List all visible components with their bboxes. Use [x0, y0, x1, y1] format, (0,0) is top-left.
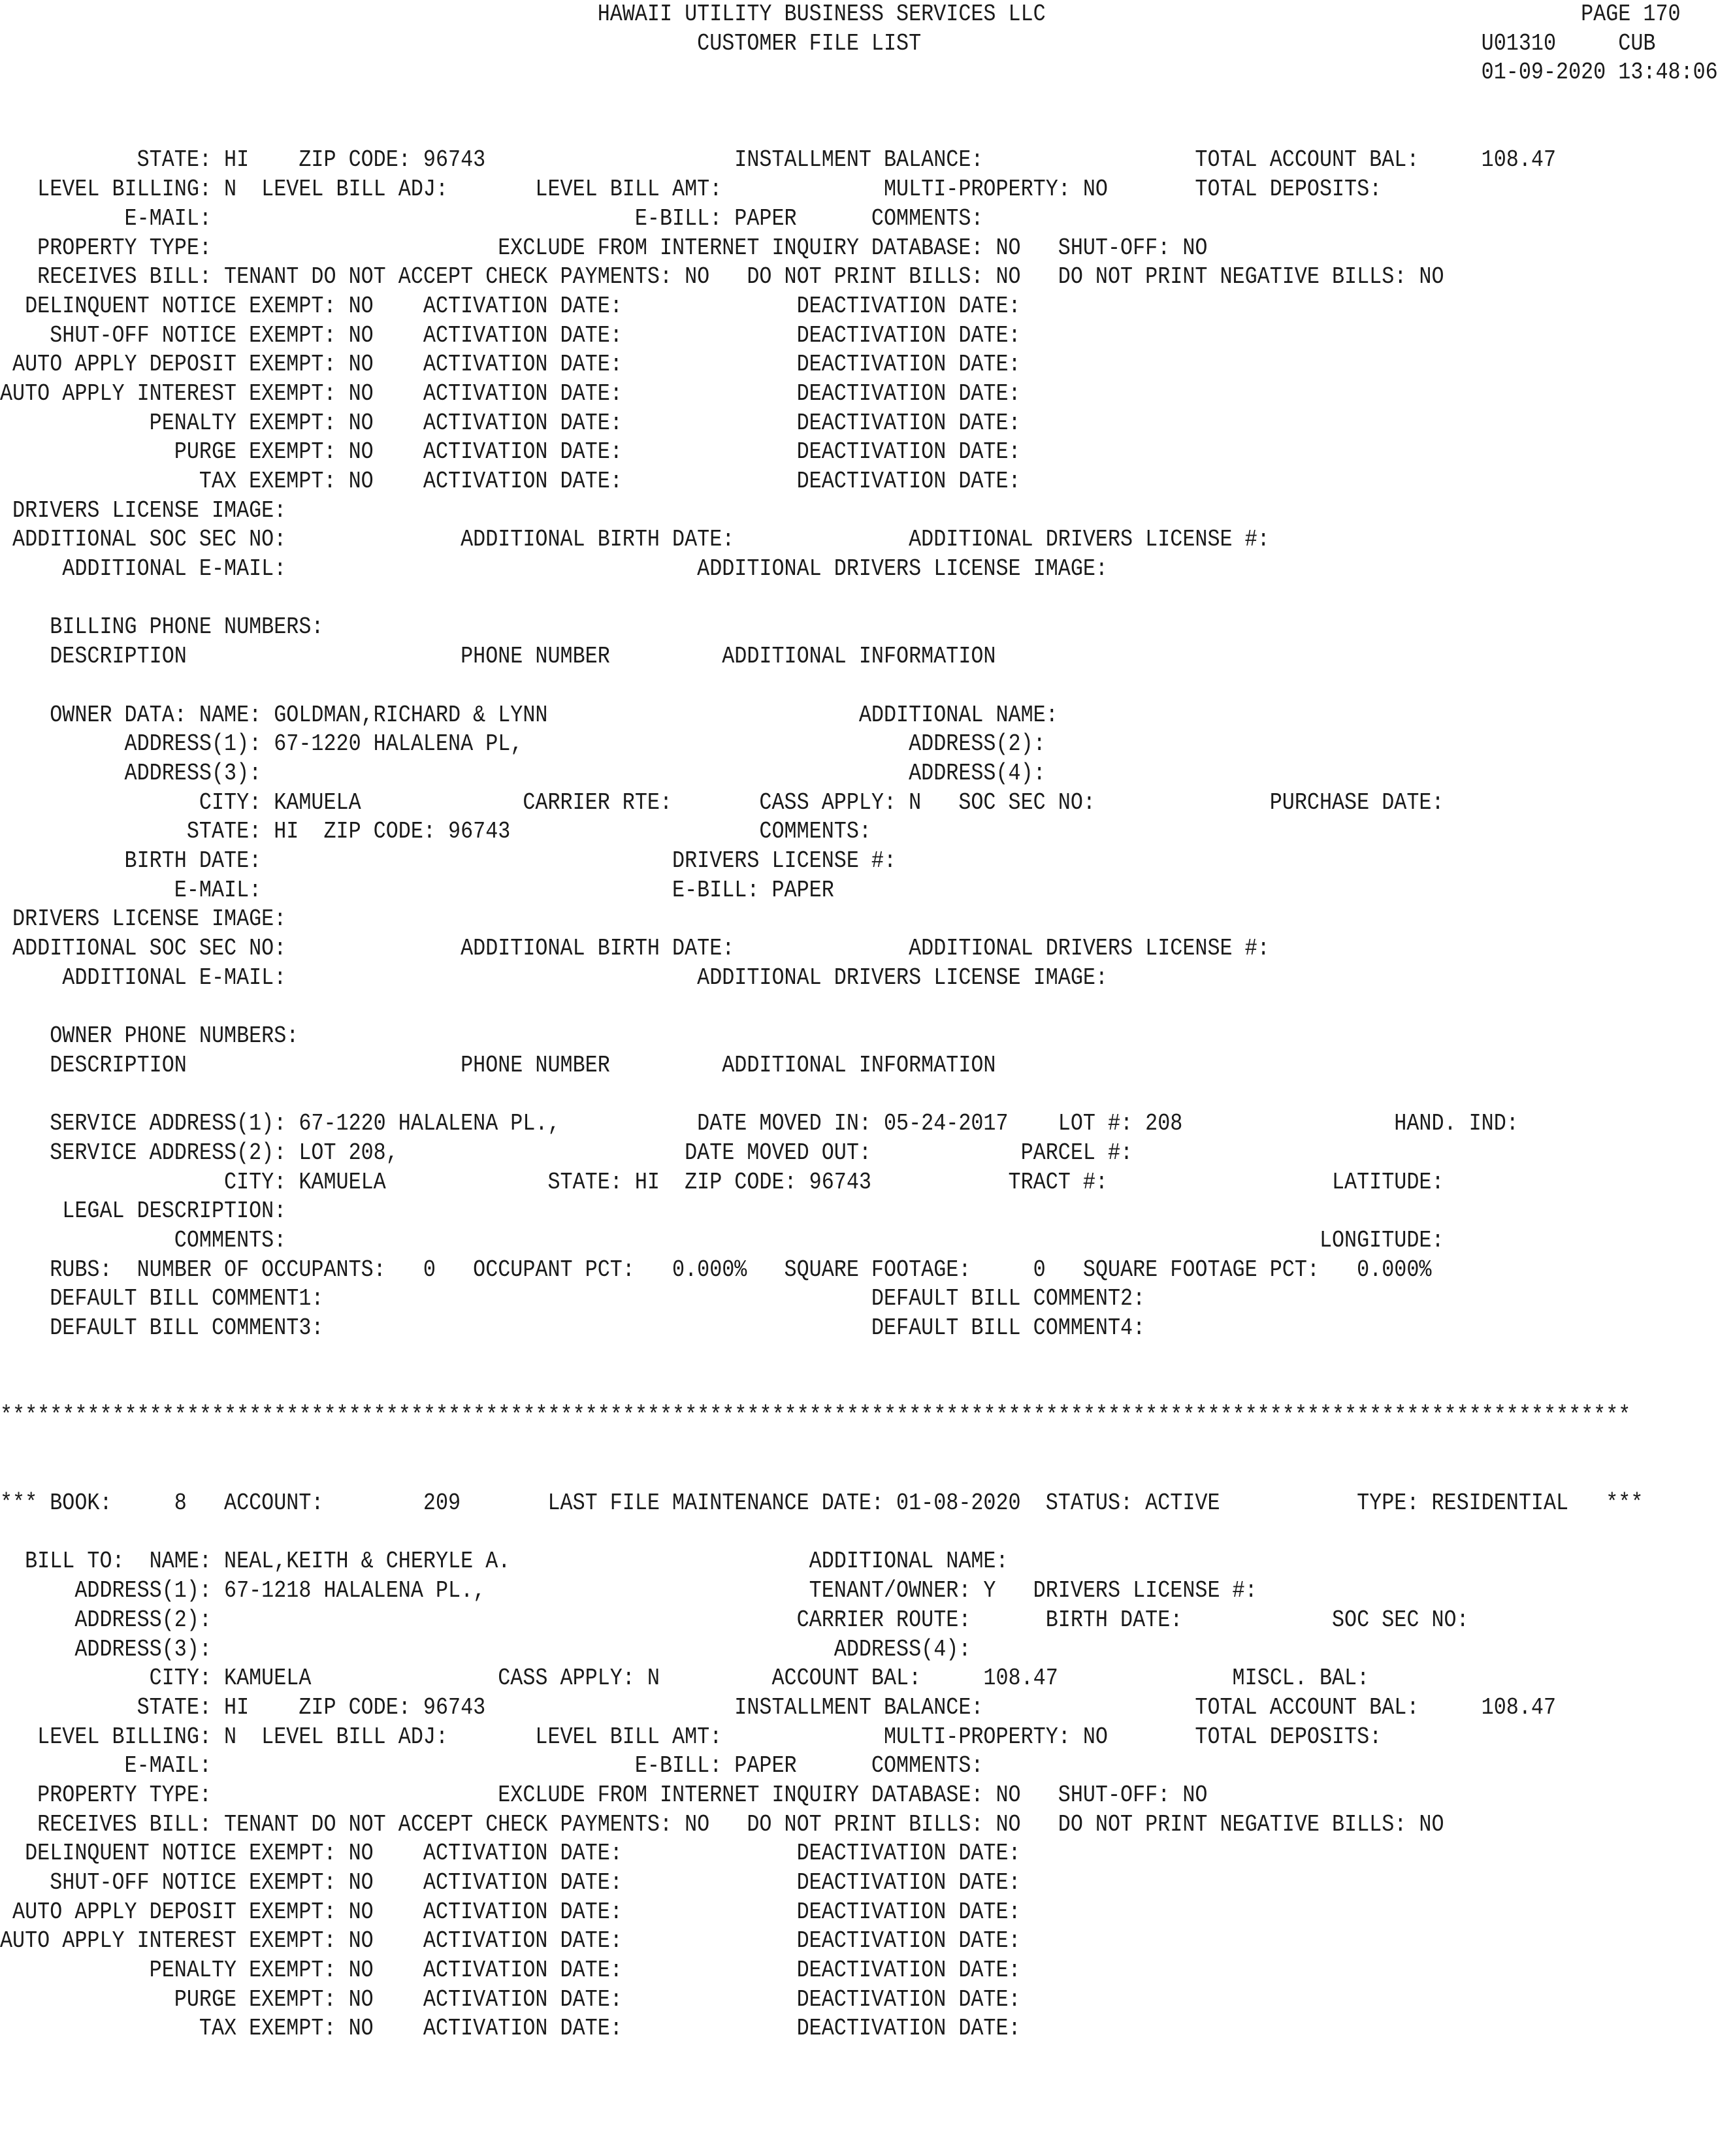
report-header-datetime: 01-09-2020 13:48:06	[0, 59, 1718, 86]
report-line: DELINQUENT NOTICE EXEMPT: NO ACTIVATION DATE: DEACTIVATION DATE:	[0, 1840, 1021, 1867]
report-line: STATE: HI ZIP CODE: 96743 INSTALLMENT BALANCE: TOTAL ACCOUNT BAL: 108.47	[0, 1693, 1557, 1721]
report-line: OWNER PHONE NUMBERS:	[0, 1022, 299, 1050]
account-header: *** BOOK: 8 ACCOUNT: 209 LAST FILE MAINTENANCE DATE: 01-08-2020 STATUS: ACTIVE TYPE: RESIDENTIAL ***	[0, 1490, 1644, 1517]
blank-line	[0, 1460, 1450, 1489]
report-line: SHUT-OFF NOTICE EXEMPT: NO ACTIVATION DATE: DEACTIVATION DATE:	[0, 321, 1021, 349]
blank-line	[0, 992, 1450, 1022]
report-line: AUTO APPLY INTEREST EXEMPT: NO ACTIVATION DATE: DEACTIVATION DATE:	[0, 1927, 1021, 1955]
report-line: ADDRESS(2): CARRIER ROUTE: BIRTH DATE: SOC SEC NO:	[0, 1606, 1469, 1633]
record-separator: ***********************************************************************************************************************************	[0, 1402, 1631, 1429]
report-line: COMMENTS: LONGITUDE:	[0, 1226, 1444, 1254]
report-line: DRIVERS LICENSE IMAGE:	[0, 906, 287, 933]
report-line: LEVEL BILLING: N LEVEL BILL ADJ: LEVEL BILL AMT: MULTI-PROPERTY: NO TOTAL DEPOSITS:	[0, 1723, 1382, 1750]
report-line: LEVEL BILLING: N LEVEL BILL ADJ: LEVEL BILL AMT: MULTI-PROPERTY: NO TOTAL DEPOSITS:	[0, 176, 1382, 203]
report-line: ADDITIONAL E-MAIL: ADDITIONAL DRIVERS LICENSE IMAGE:	[0, 964, 1108, 991]
blank-line	[0, 1372, 1450, 1401]
report-line: TAX EXEMPT: NO ACTIVATION DATE: DEACTIVATION DATE:	[0, 468, 1021, 495]
report-line: DEFAULT BILL COMMENT3: DEFAULT BILL COMMENT4:	[0, 1314, 1146, 1341]
blank-line	[0, 1343, 1450, 1373]
report-line: CITY: KAMUELA STATE: HI ZIP CODE: 96743 TRACT #: LATITUDE:	[0, 1168, 1444, 1196]
report-line: PURGE EXEMPT: NO ACTIVATION DATE: DEACTIVATION DATE:	[0, 438, 1021, 466]
report-line: ADDRESS(1): 67-1218 HALALENA PL., TENANT/OWNER: Y DRIVERS LICENSE #:	[0, 1577, 1257, 1605]
report-line: SHUT-OFF NOTICE EXEMPT: NO ACTIVATION DATE: DEACTIVATION DATE:	[0, 1869, 1021, 1896]
report-line: DEFAULT BILL COMMENT1: DEFAULT BILL COMMENT2:	[0, 1285, 1146, 1313]
report-line: RECEIVES BILL: TENANT DO NOT ACCEPT CHECK PAYMENTS: NO DO NOT PRINT BILLS: NO DO NOT PRINT NEGATIVE BILLS: NO	[0, 263, 1444, 291]
report-line: LEGAL DESCRIPTION:	[0, 1198, 287, 1225]
report-line: AUTO APPLY DEPOSIT EXEMPT: NO ACTIVATION DATE: DEACTIVATION DATE:	[0, 351, 1021, 378]
report-line: BIRTH DATE: DRIVERS LICENSE #:	[0, 847, 897, 874]
report-line: ADDRESS(3): ADDRESS(4):	[0, 759, 1046, 787]
report-line: E-MAIL: E-BILL: PAPER	[0, 876, 834, 904]
report-line: TAX EXEMPT: NO ACTIVATION DATE: DEACTIVATION DATE:	[0, 2015, 1021, 2042]
blank-line	[0, 1431, 1450, 1460]
report-line: BILLING PHONE NUMBERS:	[0, 613, 324, 641]
report-header-company: HAWAII UTILITY BUSINESS SERVICES LLC PAGE 170	[0, 1, 1681, 27]
blank-line	[0, 1080, 1450, 1109]
report-header-title: CUSTOMER FILE LIST U01310 CUB	[0, 29, 1656, 57]
report-line: ADDITIONAL SOC SEC NO: ADDITIONAL BIRTH DATE: ADDITIONAL DRIVERS LICENSE #:	[0, 526, 1270, 553]
report-line: E-MAIL: E-BILL: PAPER COMMENTS:	[0, 204, 984, 232]
report-line: AUTO APPLY INTEREST EXEMPT: NO ACTIVATION DATE: DEACTIVATION DATE:	[0, 380, 1021, 407]
report-line: DESCRIPTION PHONE NUMBER ADDITIONAL INFORMATION	[0, 1051, 996, 1079]
report-line: SERVICE ADDRESS(2): LOT 208, DATE MOVED OUT: PARCEL #:	[0, 1139, 1133, 1166]
report-line: DESCRIPTION PHONE NUMBER ADDITIONAL INFORMATION	[0, 643, 996, 670]
report-line: PURGE EXEMPT: NO ACTIVATION DATE: DEACTIVATION DATE:	[0, 1985, 1021, 2013]
blank-line	[0, 672, 1450, 701]
report-line: E-MAIL: E-BILL: PAPER COMMENTS:	[0, 1752, 984, 1780]
blank-line	[0, 584, 1450, 613]
report-line: PENALTY EXEMPT: NO ACTIVATION DATE: DEACTIVATION DATE:	[0, 1957, 1021, 1984]
report-line: OWNER DATA: NAME: GOLDMAN,RICHARD & LYNN ADDITIONAL NAME:	[0, 701, 1058, 728]
blank-line	[0, 1518, 1450, 1548]
blank-line	[0, 117, 1450, 146]
report-line: ADDITIONAL SOC SEC NO: ADDITIONAL BIRTH DATE: ADDITIONAL DRIVERS LICENSE #:	[0, 935, 1270, 962]
report-line: CITY: KAMUELA CASS APPLY: N ACCOUNT BAL: 108.47 MISCL. BAL:	[0, 1665, 1370, 1692]
report-line: BILL TO: NAME: NEAL,KEITH & CHERYLE A. ADDITIONAL NAME:	[0, 1548, 1009, 1575]
report-line: RUBS: NUMBER OF OCCUPANTS: 0 OCCUPANT PCT: 0.000% SQUARE FOOTAGE: 0 SQUARE FOOTAGE PCT: 0.000%	[0, 1256, 1432, 1283]
report-line: AUTO APPLY DEPOSIT EXEMPT: NO ACTIVATION DATE: DEACTIVATION DATE:	[0, 1898, 1021, 1925]
report-line: DRIVERS LICENSE IMAGE:	[0, 497, 287, 524]
report-line: RECEIVES BILL: TENANT DO NOT ACCEPT CHECK PAYMENTS: NO DO NOT PRINT BILLS: NO DO NOT PRINT NEGATIVE BILLS: NO	[0, 1810, 1444, 1838]
report-line: DELINQUENT NOTICE EXEMPT: NO ACTIVATION DATE: DEACTIVATION DATE:	[0, 292, 1021, 319]
report-line: SERVICE ADDRESS(1): 67-1220 HALALENA PL., DATE MOVED IN: 05-24-2017 LOT #: 208 HAND. IND:	[0, 1110, 1519, 1137]
report-line: PROPERTY TYPE: EXCLUDE FROM INTERNET INQUIRY DATABASE: NO SHUT-OFF: NO	[0, 1781, 1208, 1808]
report-line: ADDRESS(3): ADDRESS(4):	[0, 1635, 971, 1663]
report-line: STATE: HI ZIP CODE: 96743 COMMENTS:	[0, 818, 871, 845]
blank-line	[0, 88, 1450, 117]
report-line: STATE: HI ZIP CODE: 96743 INSTALLMENT BALANCE: TOTAL ACCOUNT BAL: 108.47	[0, 146, 1557, 174]
report-line: CITY: KAMUELA CARRIER RTE: CASS APPLY: N SOC SEC NO: PURCHASE DATE:	[0, 789, 1444, 816]
report-line: PROPERTY TYPE: EXCLUDE FROM INTERNET INQUIRY DATABASE: NO SHUT-OFF: NO	[0, 234, 1208, 261]
report-line: ADDITIONAL E-MAIL: ADDITIONAL DRIVERS LICENSE IMAGE:	[0, 555, 1108, 583]
report-line: PENALTY EXEMPT: NO ACTIVATION DATE: DEACTIVATION DATE:	[0, 409, 1021, 436]
report-line: ADDRESS(1): 67-1220 HALALENA PL, ADDRESS(2):	[0, 730, 1046, 758]
